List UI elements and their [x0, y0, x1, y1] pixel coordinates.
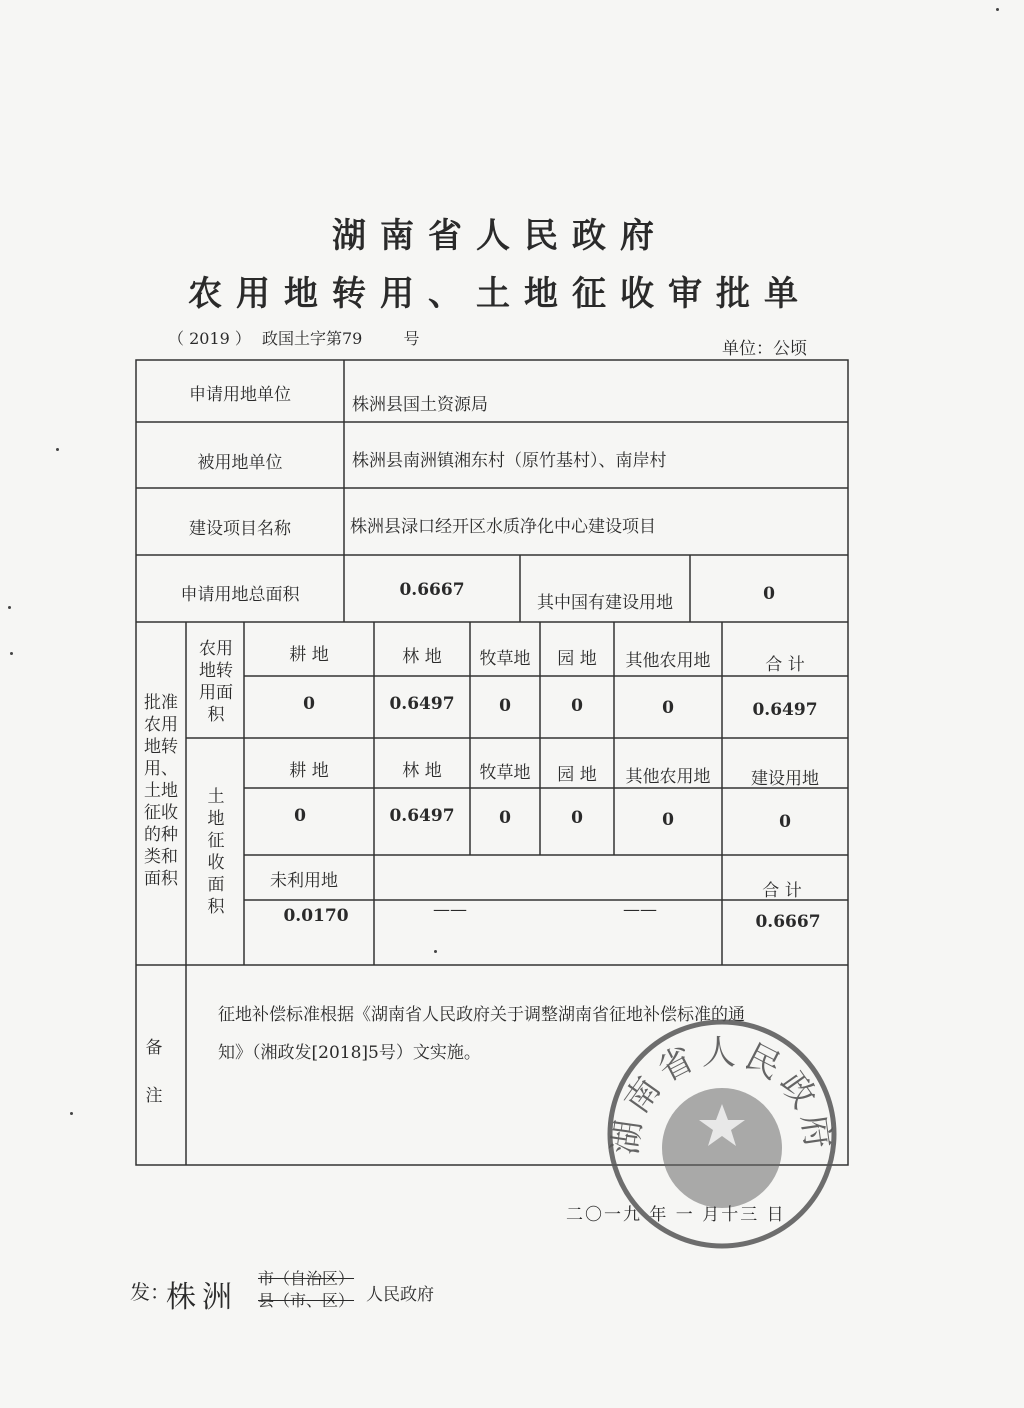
conversion-value-garden: 0 [571, 696, 583, 716]
remarks-text-line1: 征地补偿标准根据《湖南省人民政府关于调整湖南省征地补偿标准的通 [218, 1005, 745, 1025]
expropriation-label [196, 786, 236, 918]
doc-suffix: 号 [403, 329, 420, 348]
grand-total-value: 0.6667 [755, 912, 821, 932]
expropriation-header-construction: 建设用地 [751, 769, 819, 789]
speck [8, 606, 11, 609]
expropriation-value-pasture: 0 [499, 808, 511, 828]
unused-dash-2: —— [623, 900, 657, 920]
project-value: 株洲县渌口经开区水质净化中心建设项目 [350, 517, 656, 537]
conversion-header-cultivated: 耕 地 [289, 645, 329, 665]
expropriation-header-garden: 园 地 [557, 765, 597, 785]
conversion-label-text: 农用地转用面积 [199, 639, 233, 725]
conversion-value-forest: 0.6497 [389, 694, 455, 714]
applicant-value: 株洲县国土资源局 [352, 395, 488, 415]
conversion-header-total: 合 计 [765, 655, 805, 675]
conversion-header-forest: 林 地 [402, 647, 442, 667]
state-land-value: 0 [763, 584, 775, 604]
send-label: 发： [130, 1280, 170, 1304]
state-land-label: 其中国有建设用地 [537, 593, 673, 613]
conversion-value-other: 0 [662, 698, 674, 718]
expropriation-header-cultivated: 耕 地 [289, 761, 329, 781]
expropriation-header-pasture: 牧草地 [479, 763, 531, 783]
conversion-value-pasture: 0 [499, 696, 511, 716]
document-subtitle: 农用地转用、土地征收审批单 [188, 274, 812, 314]
footer-suffix: 人民政府 [366, 1285, 434, 1305]
conversion-header-pasture: 牧草地 [479, 649, 531, 669]
speck [56, 448, 59, 451]
speck [996, 8, 999, 11]
expropriation-header-forest: 林 地 [402, 761, 442, 781]
land-user-label: 被用地单位 [197, 453, 283, 473]
unit-label: 单位：公顷 [722, 339, 807, 359]
conversion-label [192, 638, 240, 726]
applicant-label: 申请用地单位 [189, 385, 291, 405]
speck [70, 1112, 73, 1115]
document-title: 湖南省人民政府 [332, 216, 668, 256]
handwritten-city: 株洲 [166, 1280, 238, 1315]
struck-county-level: 县（市、区） [258, 1291, 355, 1310]
conversion-header-garden: 园 地 [557, 649, 597, 669]
expropriation-value-forest: 0.6497 [389, 806, 455, 826]
conversion-value-total: 0.6497 [752, 700, 818, 720]
speck [434, 950, 437, 953]
speck [10, 652, 13, 655]
expropriation-value-garden: 0 [571, 808, 583, 828]
struck-city-level: 市（自治区） [258, 1269, 355, 1288]
expropriation-label-text: 土地征收面积 [207, 787, 225, 917]
expropriation-header-other: 其他农用地 [625, 767, 711, 787]
expropriation-value-cultivated: 0 [294, 806, 306, 826]
approval-side-text: 批准农用地转用、土地征收的种类和面积 [144, 693, 178, 889]
expropriation-value-other: 0 [662, 810, 674, 830]
approval-side-label [140, 692, 182, 890]
remarks-label [140, 1024, 168, 1120]
conversion-header-other: 其他农用地 [625, 651, 711, 671]
unused-land-value: 0.0170 [283, 906, 349, 926]
approval-date: 二〇一九 年 一 月十三 日 [566, 1205, 786, 1225]
total-area-label: 申请用地总面积 [180, 585, 300, 605]
unused-dash-1: —— [433, 900, 467, 920]
conversion-value-cultivated: 0 [303, 694, 315, 714]
unused-land-label: 未利用地 [270, 871, 338, 891]
project-label: 建设项目名称 [189, 519, 291, 539]
expropriation-value-construction: 0 [779, 812, 791, 832]
grand-total-label: 合 计 [762, 881, 802, 901]
doc-prefix: 政国土字第79 [262, 329, 363, 348]
doc-year: （ 2019 ） [168, 329, 251, 348]
remarks-text-line2: 知》（湘政发[2018]5号）文实施。 [218, 1043, 481, 1063]
seal-text: 湖南省人民政府 [605, 1032, 839, 1158]
total-area-value: 0.6667 [399, 580, 465, 600]
remarks-label-text: 备注 [145, 1038, 163, 1106]
land-user-value: 株洲县南洲镇湘东村（原竹基村）、南岸村 [352, 451, 667, 471]
